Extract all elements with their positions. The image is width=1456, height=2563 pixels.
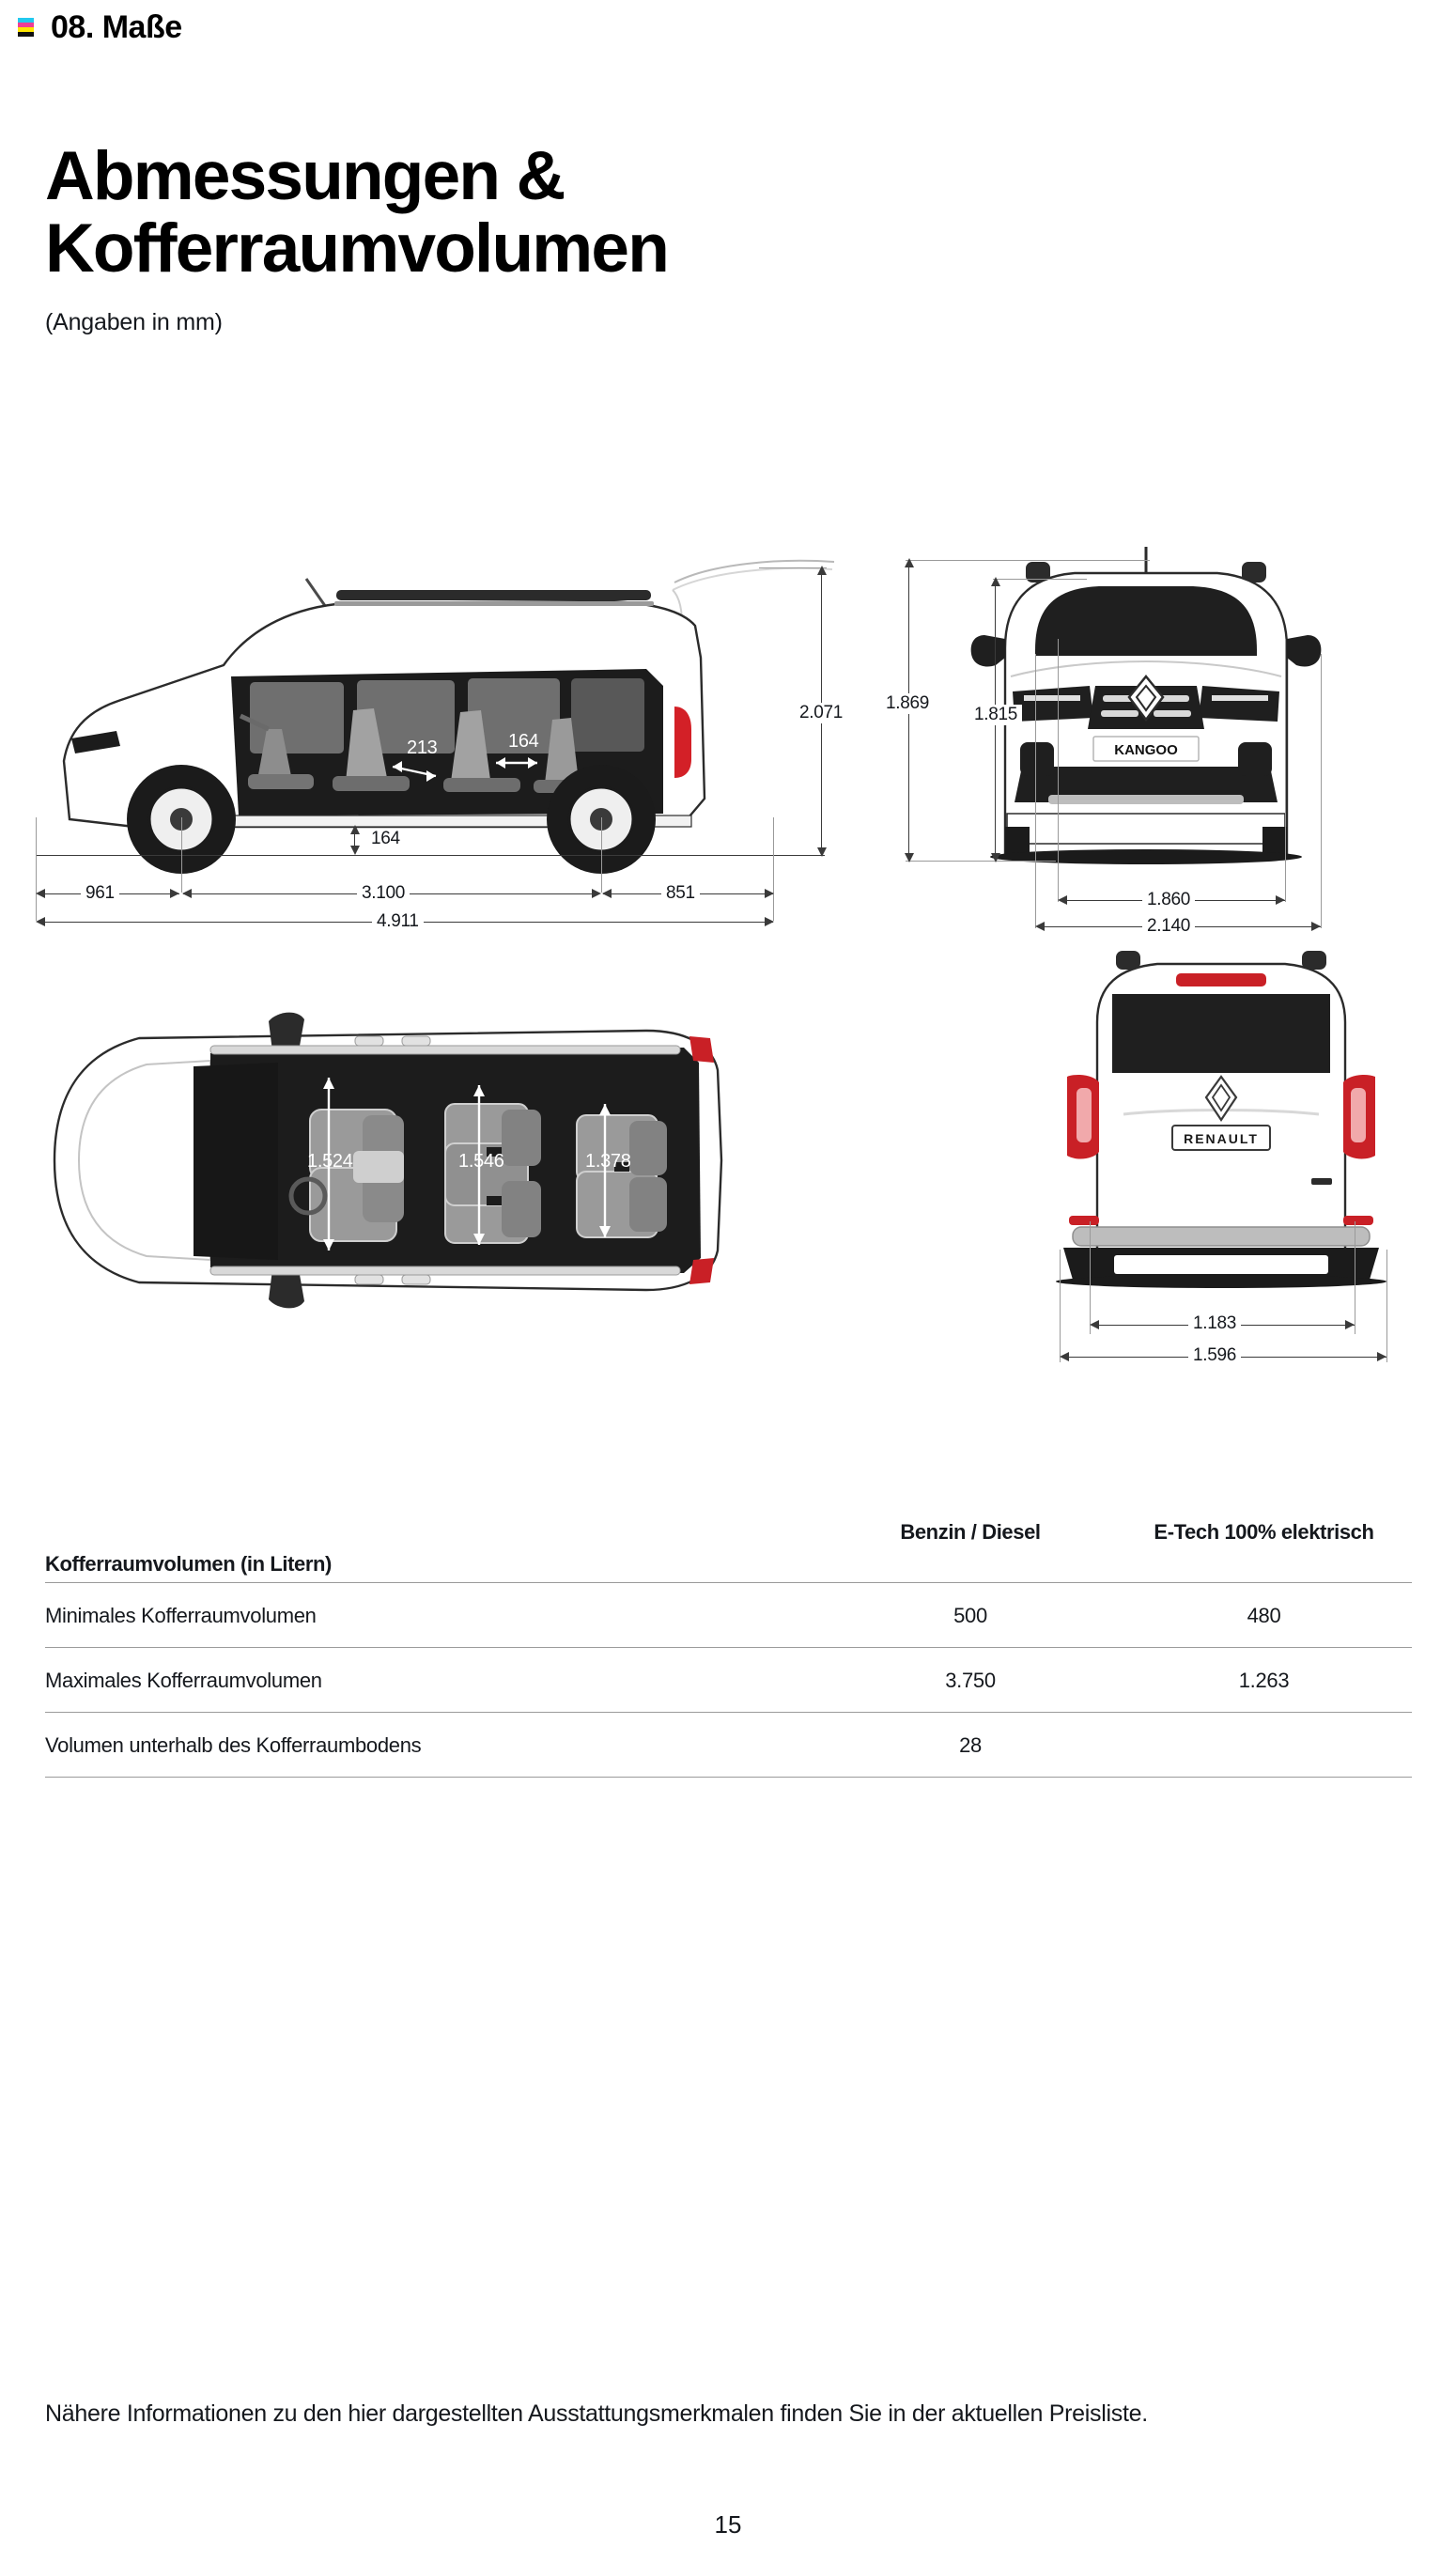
ext-line-rear-axle (601, 817, 602, 893)
dim-label-width-mirrors: 2.140 (1142, 916, 1195, 937)
arrow-height-rails-bottom (905, 853, 914, 862)
table-header-row-columns (45, 1520, 1412, 1552)
table-header-blank (45, 1520, 825, 1552)
arrow-height-top (991, 577, 1000, 586)
ext-line-body-top (993, 579, 1087, 580)
row-benzin-max-volume: 3.750 (825, 1648, 1116, 1713)
rear-view-illustration (1024, 940, 1418, 1409)
arrow-ground-clearance-bottom (350, 846, 360, 855)
arrow-front-overhang-right (170, 889, 179, 898)
arrow-tailgate-height-top (817, 566, 827, 575)
top-view-illustration (26, 972, 778, 1348)
row-benzin-min-volume: 500 (825, 1583, 1116, 1648)
front-view-diagram (864, 545, 1428, 940)
table-header-etech: E-Tech 100% elektrisch (1154, 1520, 1374, 1544)
arrow-width-body-right (1276, 895, 1285, 905)
ext-line-mirror-right (1321, 654, 1322, 928)
arrow-total-length-left (36, 917, 45, 926)
ext-line-front-axle (181, 817, 182, 893)
dim-label-front-overhang: 961 (81, 883, 119, 904)
arrow-height-bottom (991, 853, 1000, 862)
table-row (45, 1713, 1412, 1778)
row-label-max-volume: Maximales Kofferraumvolumen (45, 1648, 825, 1713)
table-row (45, 1648, 1412, 1713)
page-title-line2: Kofferraumvolumen (45, 210, 669, 287)
row-label-underfloor-volume: Volumen unterhalb des Kofferraumbodens (45, 1713, 825, 1778)
ext-line-body-left (1058, 639, 1059, 902)
dim-label-knee-room-row2: 213 (407, 738, 438, 758)
dim-label-total-length: 4.911 (372, 911, 424, 932)
ext-line-front-ground (906, 861, 1056, 862)
table-header-benzin-diesel: Benzin / Diesel (900, 1520, 1041, 1544)
rear-plate-text: RENAULT (1184, 1131, 1259, 1146)
page-header (0, 0, 1456, 54)
arrow-total-length-right (765, 917, 774, 926)
table-body (45, 1583, 1412, 1778)
ext-line-rear-outer-right (1386, 1250, 1387, 1362)
dim-label-height-with-rails: 1.869 (881, 693, 934, 714)
arrow-rear-overhang-right (765, 889, 774, 898)
dim-label-width-body: 1.860 (1142, 890, 1195, 910)
ext-line-front (36, 817, 37, 921)
front-plate-text: KANGOO (1114, 742, 1178, 758)
row-label-min-volume: Minimales Kofferraumvolumen (45, 1583, 825, 1648)
table-header-row-title (45, 1552, 1412, 1583)
dim-label-knee-room-row3: 164 (508, 731, 539, 752)
dimension-diagrams (0, 545, 1456, 1466)
table-section-title-spacer-1 (825, 1552, 1116, 1583)
title-block (45, 138, 1266, 336)
arrow-loading-width-right (1345, 1320, 1355, 1329)
section-number: 08. Maße (51, 9, 182, 45)
cmyk-color-bar-icon (18, 18, 34, 37)
arrow-wheelbase-right (592, 889, 601, 898)
arrow-rear-track-right (1377, 1352, 1386, 1361)
row-etech-underfloor-volume (1116, 1713, 1412, 1778)
row-etech-min-volume: 480 (1116, 1583, 1412, 1648)
arrow-tailgate-height-bottom (817, 847, 827, 857)
ext-line-rear-inner-left (1090, 1221, 1091, 1334)
dim-label-loading-width: 1.183 (1188, 1313, 1241, 1334)
page-number: 15 (714, 2510, 742, 2539)
dim-label-rear-overhang: 851 (661, 883, 700, 904)
arrow-rear-track-left (1060, 1352, 1069, 1361)
dim-label-height-open-tailgate: 2.071 (795, 703, 847, 723)
rear-view-diagram (1024, 940, 1418, 1409)
arrow-height-rails-top (905, 558, 914, 567)
dim-label-row2-shoulder: 1.546 (458, 1151, 504, 1172)
ext-line-body-right (1285, 639, 1286, 902)
arrow-rear-overhang-left (602, 889, 612, 898)
luggage-volume-table (45, 1520, 1412, 1778)
ext-line-rear-outer-left (1060, 1250, 1061, 1362)
top-view-diagram (26, 972, 778, 1348)
ext-line-mirror-left (1035, 654, 1036, 928)
arrow-front-overhang-left (36, 889, 45, 898)
ground-line (36, 855, 825, 856)
row-benzin-underfloor-volume: 28 (825, 1713, 1116, 1778)
dim-label-row1-shoulder: 1.524 (307, 1151, 353, 1172)
arrow-loading-width-left (1090, 1320, 1099, 1329)
arrow-wheelbase-left (182, 889, 192, 898)
dim-label-rear-track-width: 1.596 (1188, 1345, 1241, 1366)
row-etech-max-volume: 1.263 (1116, 1648, 1412, 1713)
page-title-line1: Abmessungen & (45, 138, 565, 214)
dim-label-ground-clearance: 164 (366, 829, 405, 849)
ext-line-roof-top (906, 560, 1150, 561)
table-section-title: Kofferraumvolumen (in Litern) (45, 1552, 332, 1576)
dim-label-wheelbase: 3.100 (357, 883, 410, 904)
footnote: Nähere Informationen zu den hier dargestellten Ausstattungsmerkmalen finden Sie in der aktuellen Preisliste. (45, 2400, 1148, 2427)
arrow-width-body-left (1058, 895, 1067, 905)
arrow-width-mirrors-right (1311, 922, 1321, 931)
page-title (45, 138, 1266, 287)
table-section-title-spacer-2 (1116, 1552, 1412, 1583)
page-subtitle: (Angaben in mm) (45, 309, 223, 336)
dim-label-row3-shoulder: 1.378 (585, 1151, 631, 1172)
dim-label-height: 1.815 (969, 705, 1022, 725)
ext-line-rear (773, 817, 774, 921)
arrow-ground-clearance-top (350, 825, 360, 834)
table-head (45, 1520, 1412, 1583)
front-view-illustration (864, 545, 1428, 940)
side-view-diagram (26, 545, 853, 949)
arrow-width-mirrors-left (1035, 922, 1045, 931)
table-row (45, 1583, 1412, 1648)
